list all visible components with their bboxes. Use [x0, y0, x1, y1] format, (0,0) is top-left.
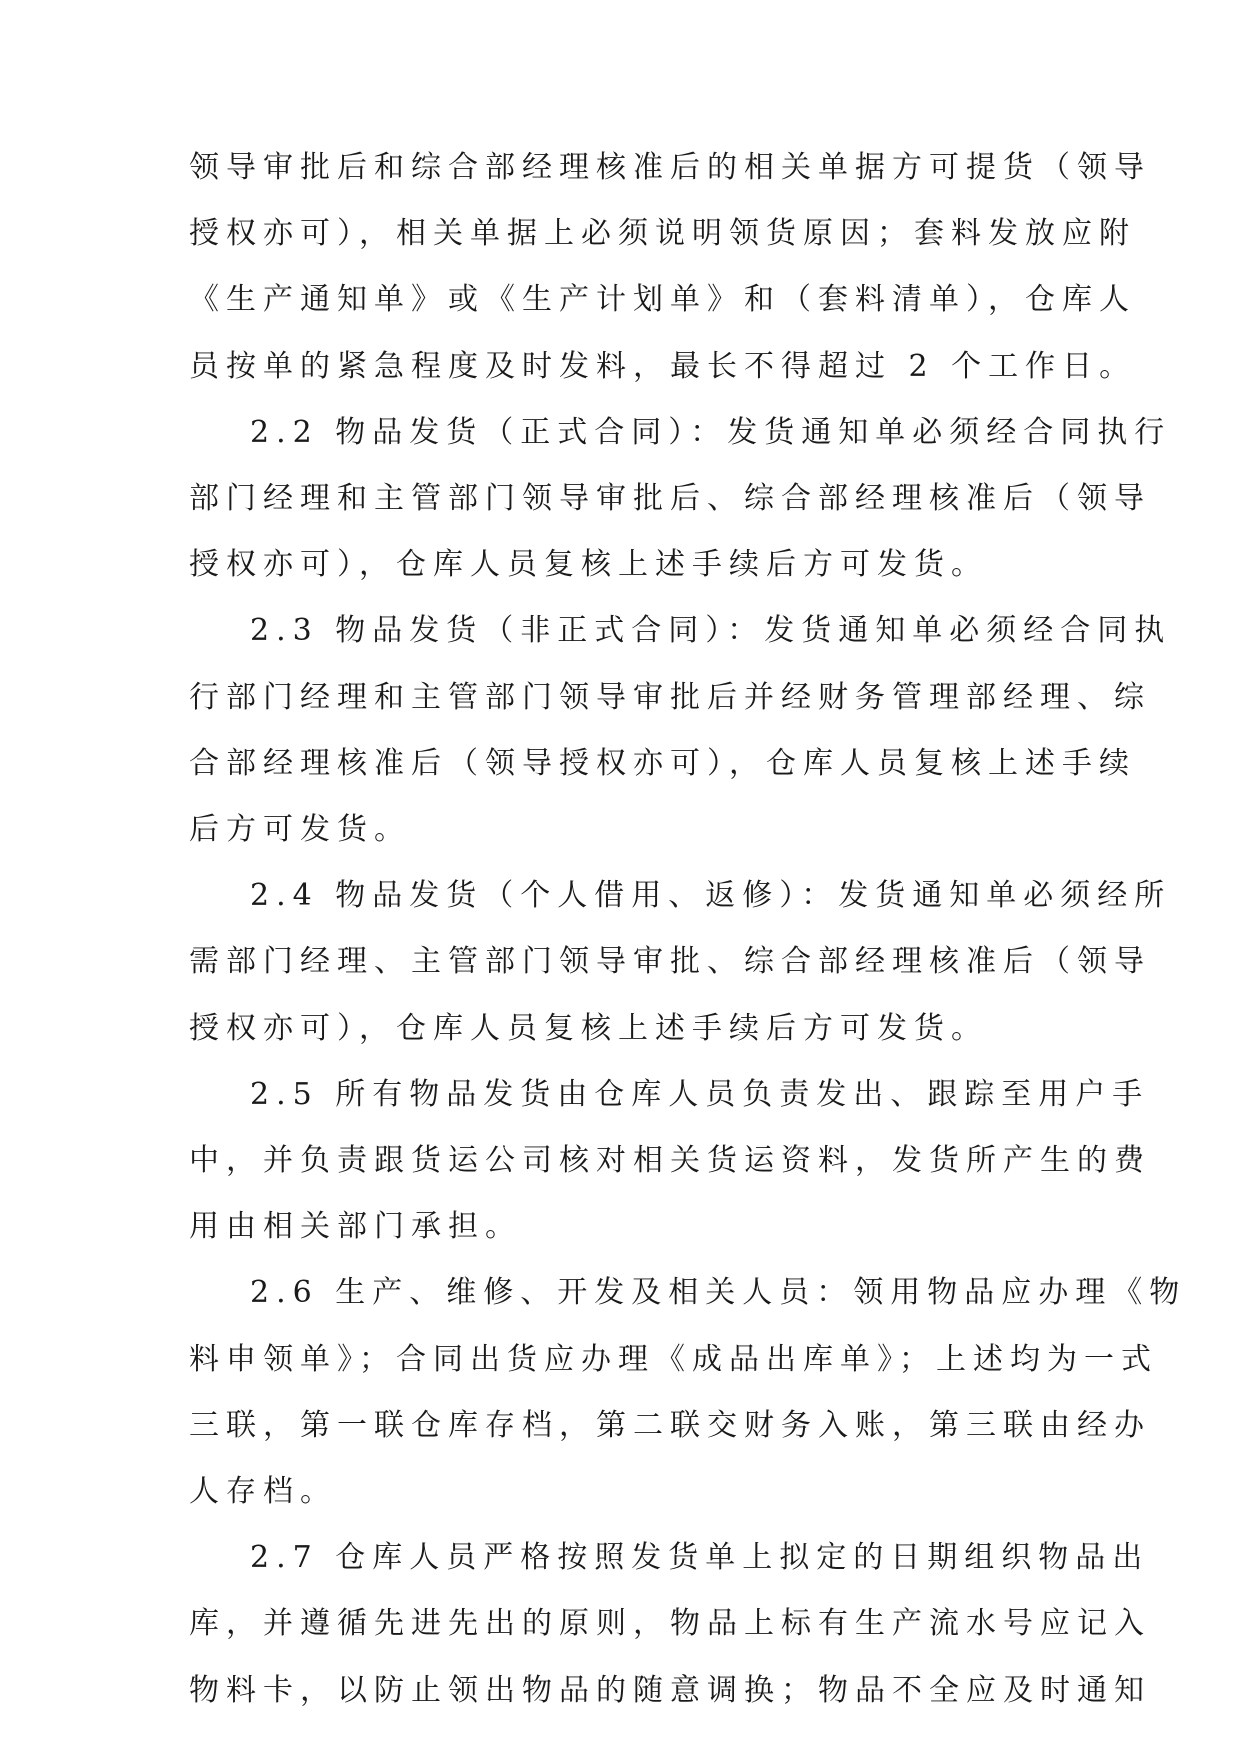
text-line: 部门经理和主管部门领导审批后、综合部经理核准后（领导: [189, 481, 1151, 516]
text-line: 授权亦可），仓库人员复核上述手续后方可发货。: [189, 547, 988, 583]
text-line: 中，并负责跟货运公司核对相关货运资料，发货所产生的费: [189, 1143, 1151, 1178]
text-line: 库，并遵循先进先出的原则，物品上标有生产流水号应记入: [189, 1606, 1151, 1642]
paragraph-start-line: 2.2 物品发货（正式合同）：发货通知单必须经合同执行: [250, 414, 1172, 450]
text-line: 授权亦可），相关单据上必须说明领货原因；套料发放应附: [189, 216, 1136, 252]
text-line: 员按单的紧急程度及时发料，最长不得超过 2 个工作日。: [189, 348, 1137, 384]
text-line: 后方可发货。: [189, 812, 411, 847]
paragraph-start-line: 2.6 生产、维修、开发及相关人员：领用物品应办理《物: [250, 1275, 1187, 1311]
paragraph-start-line: 2.7 仓库人员严格按照发货单上拟定的日期组织物品出: [250, 1540, 1150, 1576]
text-line: 合部经理核准后（领导授权亦可），仓库人员复核上述手续: [189, 745, 1136, 781]
text-line: 用由相关部门承担。: [189, 1209, 522, 1245]
paragraph-start-line: 2.4 物品发货（个人借用、返修）：发货通知单必须经所: [250, 878, 1172, 914]
text-line: 物料卡，以防止领出物品的随意调换；物品不全应及时通知: [189, 1672, 1151, 1708]
text-line: 人存档。: [189, 1474, 337, 1509]
text-line: 行部门经理和主管部门领导审批后并经财务管理部经理、综: [189, 679, 1151, 715]
paragraph-start-line: 2.3 物品发货（非正式合同）：发货通知单必须经合同执: [250, 613, 1172, 649]
text-line: 领导审批后和综合部经理核准后的相关单据方可提货（领导: [189, 150, 1151, 185]
text-line: 授权亦可），仓库人员复核上述手续后方可发货。: [189, 1010, 988, 1046]
paragraph-start-line: 2.5 所有物品发货由仓库人员负责发出、跟踪至用户手: [250, 1076, 1150, 1112]
text-line: 《生产通知单》或《生产计划单》和（套料清单），仓库人: [189, 282, 1136, 318]
text-line: 需部门经理、主管部门领导审批、综合部经理核准后（领导: [189, 944, 1151, 980]
text-line: 料申领单》；合同出货应办理《成品出库单》；上述均为一式: [189, 1341, 1158, 1377]
text-line: 三联，第一联仓库存档，第二联交财务入账，第三联由经办: [189, 1407, 1151, 1443]
